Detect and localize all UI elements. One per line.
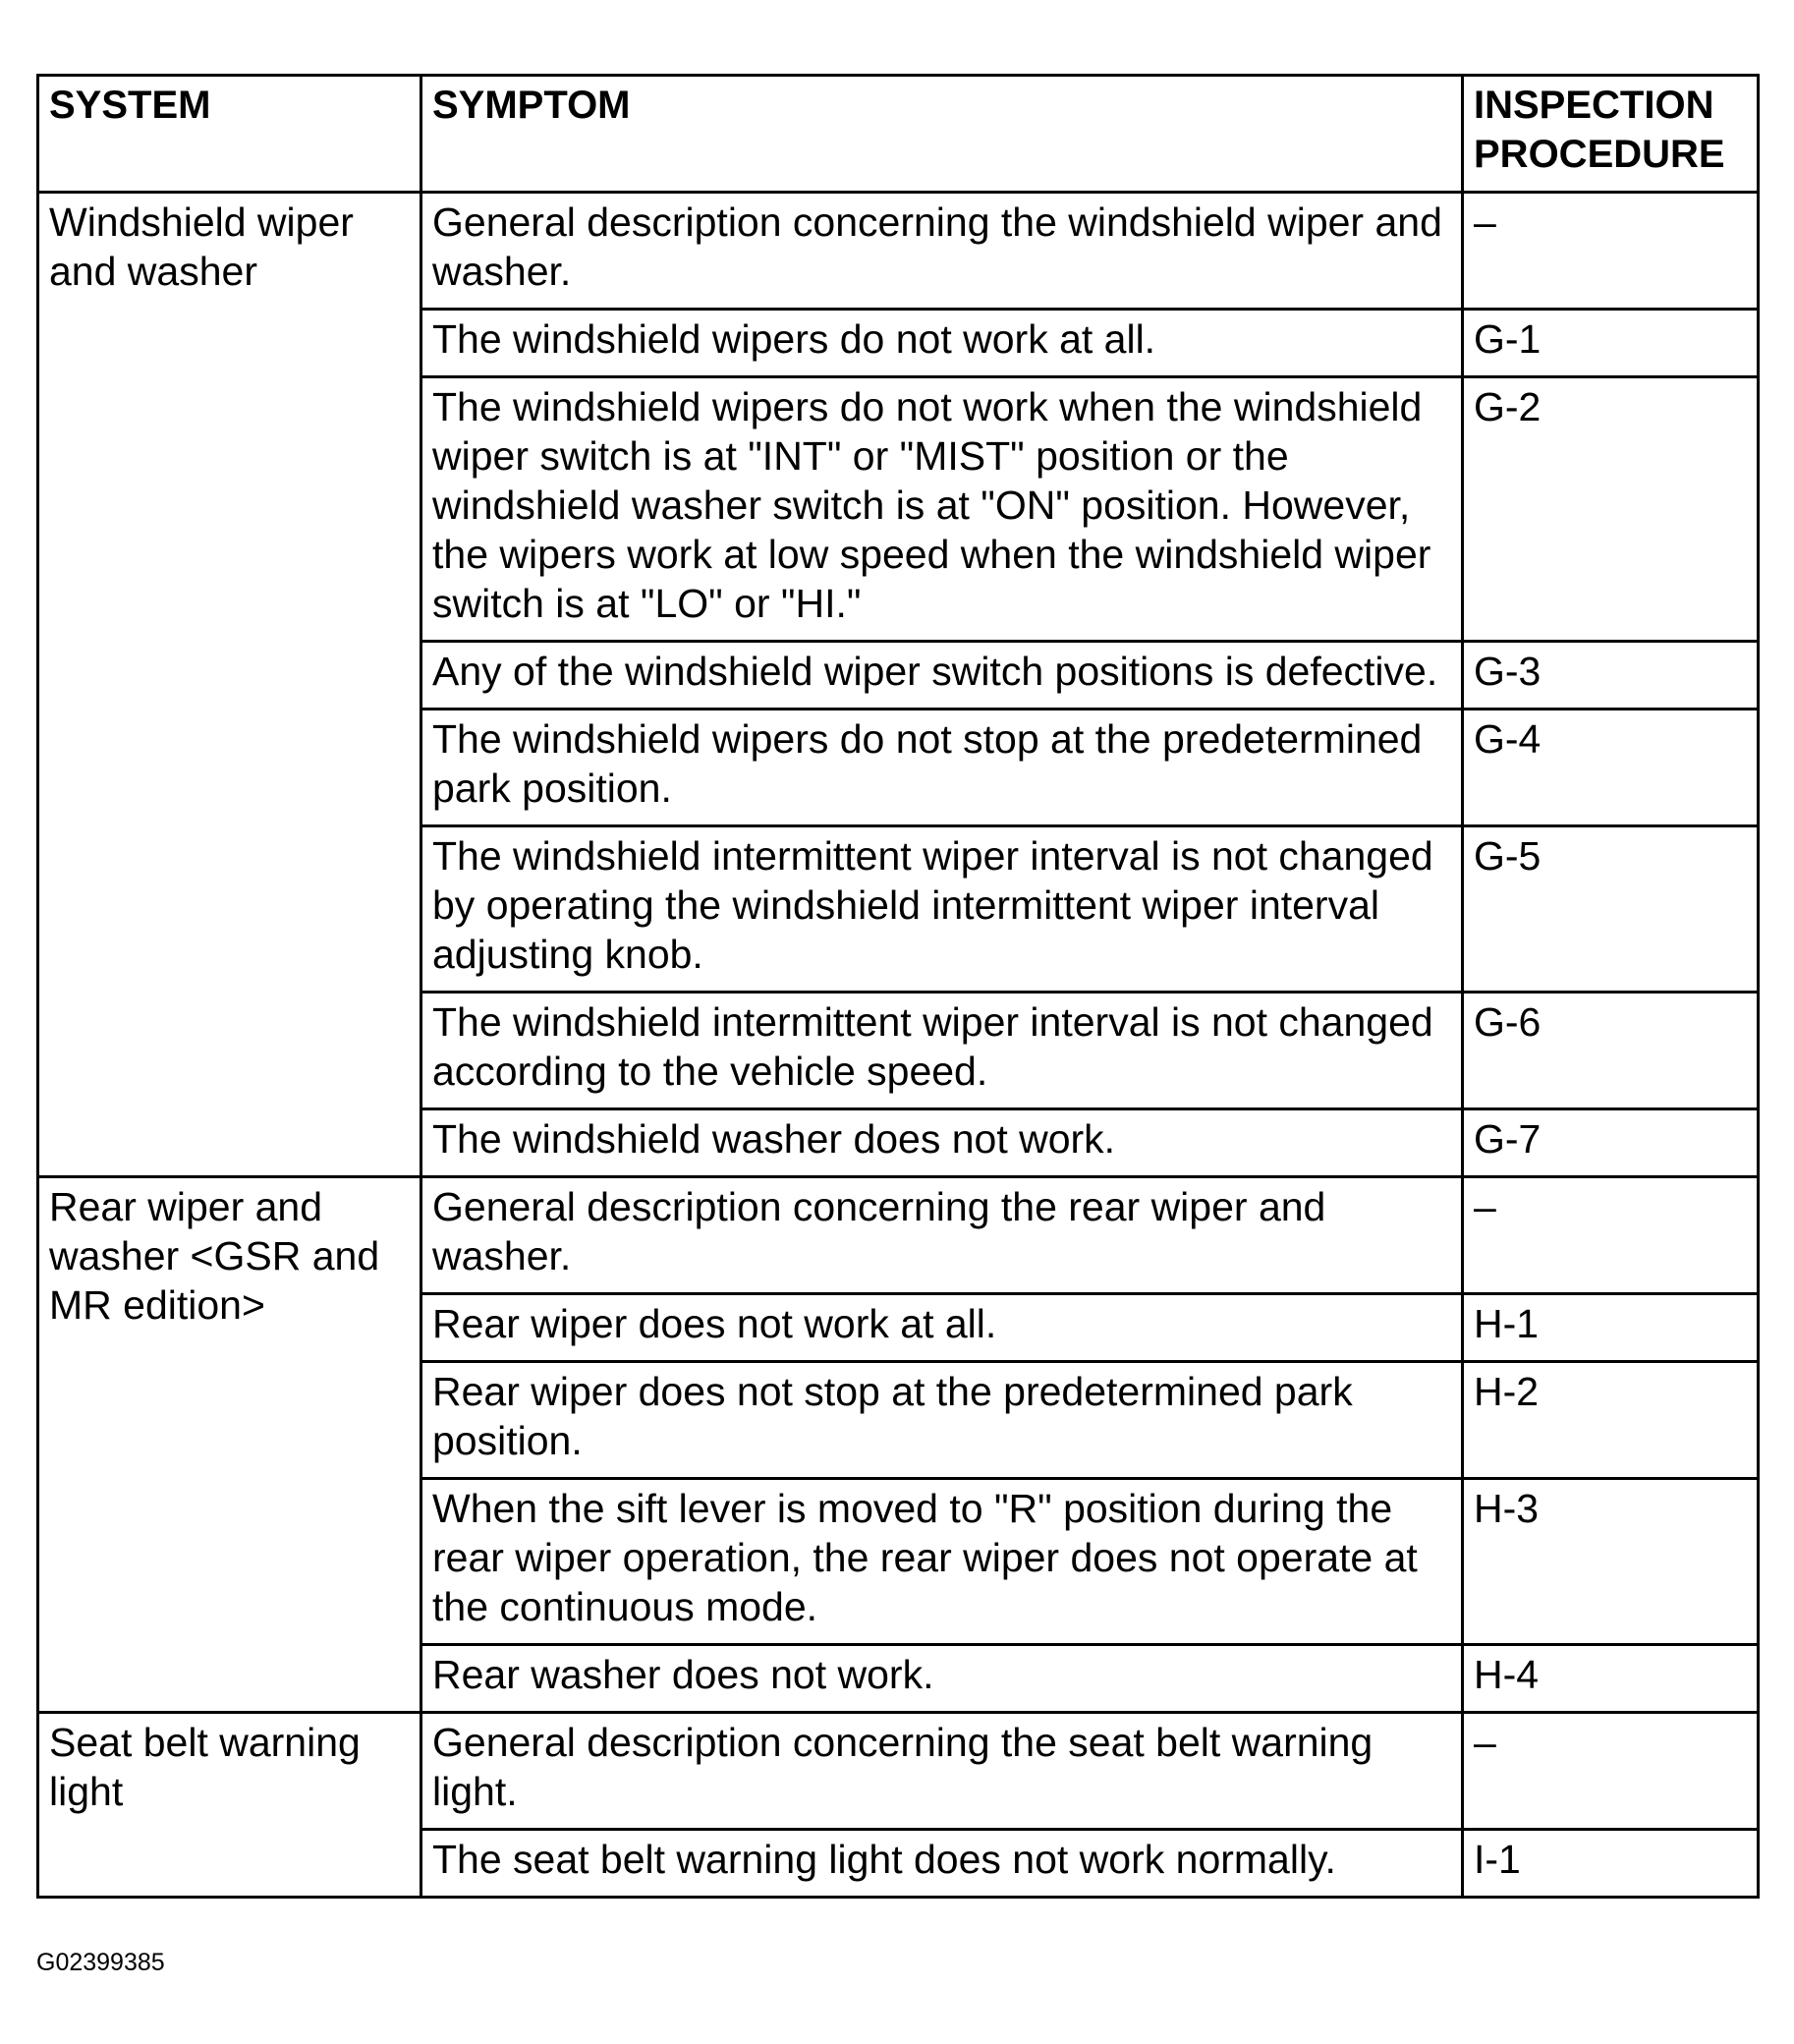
table-row	[38, 1713, 1759, 1830]
symptom-cell: Rear wiper does not work at all.	[421, 1294, 1463, 1362]
header-system: SYSTEM	[38, 76, 421, 193]
symptom-cell: General description concerning the rear wiper and washer.	[421, 1177, 1463, 1294]
procedure-cell: H-2	[1463, 1362, 1759, 1479]
procedure-cell: G-2	[1463, 377, 1759, 642]
symptom-cell: When the sift lever is moved to "R" position during the rear wiper operation, the rear wiper does not operate at the continuous mode.	[421, 1479, 1463, 1645]
symptom-cell: The windshield wipers do not stop at the predetermined park position.	[421, 710, 1463, 826]
procedure-cell: –	[1463, 1713, 1759, 1830]
symptom-cell: The windshield wipers do not work at all.	[421, 310, 1463, 377]
procedure-cell: I-1	[1463, 1830, 1759, 1898]
procedure-cell: G-1	[1463, 310, 1759, 377]
symptom-cell: General description concerning the windshield wiper and washer.	[421, 193, 1463, 310]
symptom-cell: Rear washer does not work.	[421, 1645, 1463, 1713]
procedure-cell: H-4	[1463, 1645, 1759, 1713]
header-inspection-procedure: INSPECTION PROCEDURE	[1463, 76, 1759, 193]
header-row	[38, 76, 1759, 193]
table-row	[38, 193, 1759, 310]
symptom-cell: The windshield intermittent wiper interval is not changed according to the vehicle speed.	[421, 993, 1463, 1109]
procedure-cell: G-4	[1463, 710, 1759, 826]
procedure-cell: H-3	[1463, 1479, 1759, 1645]
symptom-chart	[36, 74, 1757, 1899]
table-row	[38, 1177, 1759, 1294]
symptom-cell: The windshield washer does not work.	[421, 1109, 1463, 1177]
symptom-cell: Any of the windshield wiper switch positions is defective.	[421, 642, 1463, 710]
symptom-cell: General description concerning the seat belt warning light.	[421, 1713, 1463, 1830]
procedure-cell: –	[1463, 193, 1759, 310]
procedure-cell: G-6	[1463, 993, 1759, 1109]
symptom-table	[36, 74, 1760, 1899]
procedure-cell: G-7	[1463, 1109, 1759, 1177]
system-cell: Seat belt warning light	[38, 1713, 421, 1898]
system-cell: Windshield wiper and washer	[38, 193, 421, 1177]
system-cell: Rear wiper and washer <GSR and MR edition>	[38, 1177, 421, 1713]
symptom-cell: The windshield intermittent wiper interval is not changed by operating the windshield intermittent wiper interval adjusting knob.	[421, 826, 1463, 993]
procedure-cell: G-3	[1463, 642, 1759, 710]
procedure-cell: –	[1463, 1177, 1759, 1294]
symptom-cell: The windshield wipers do not work when the windshield wiper switch is at "INT" or "MIST" position or the windshield washer switch is at "ON" position. However, the wipers work at low speed when the windshield wiper switch is at "LO" or "HI."	[421, 377, 1463, 642]
symptom-cell: Rear wiper does not stop at the predetermined park position.	[421, 1362, 1463, 1479]
procedure-cell: H-1	[1463, 1294, 1759, 1362]
procedure-cell: G-5	[1463, 826, 1759, 993]
symptom-cell: The seat belt warning light does not work normally.	[421, 1830, 1463, 1898]
figure-id: G02399385	[36, 1949, 165, 1976]
header-symptom: SYMPTOM	[421, 76, 1463, 193]
